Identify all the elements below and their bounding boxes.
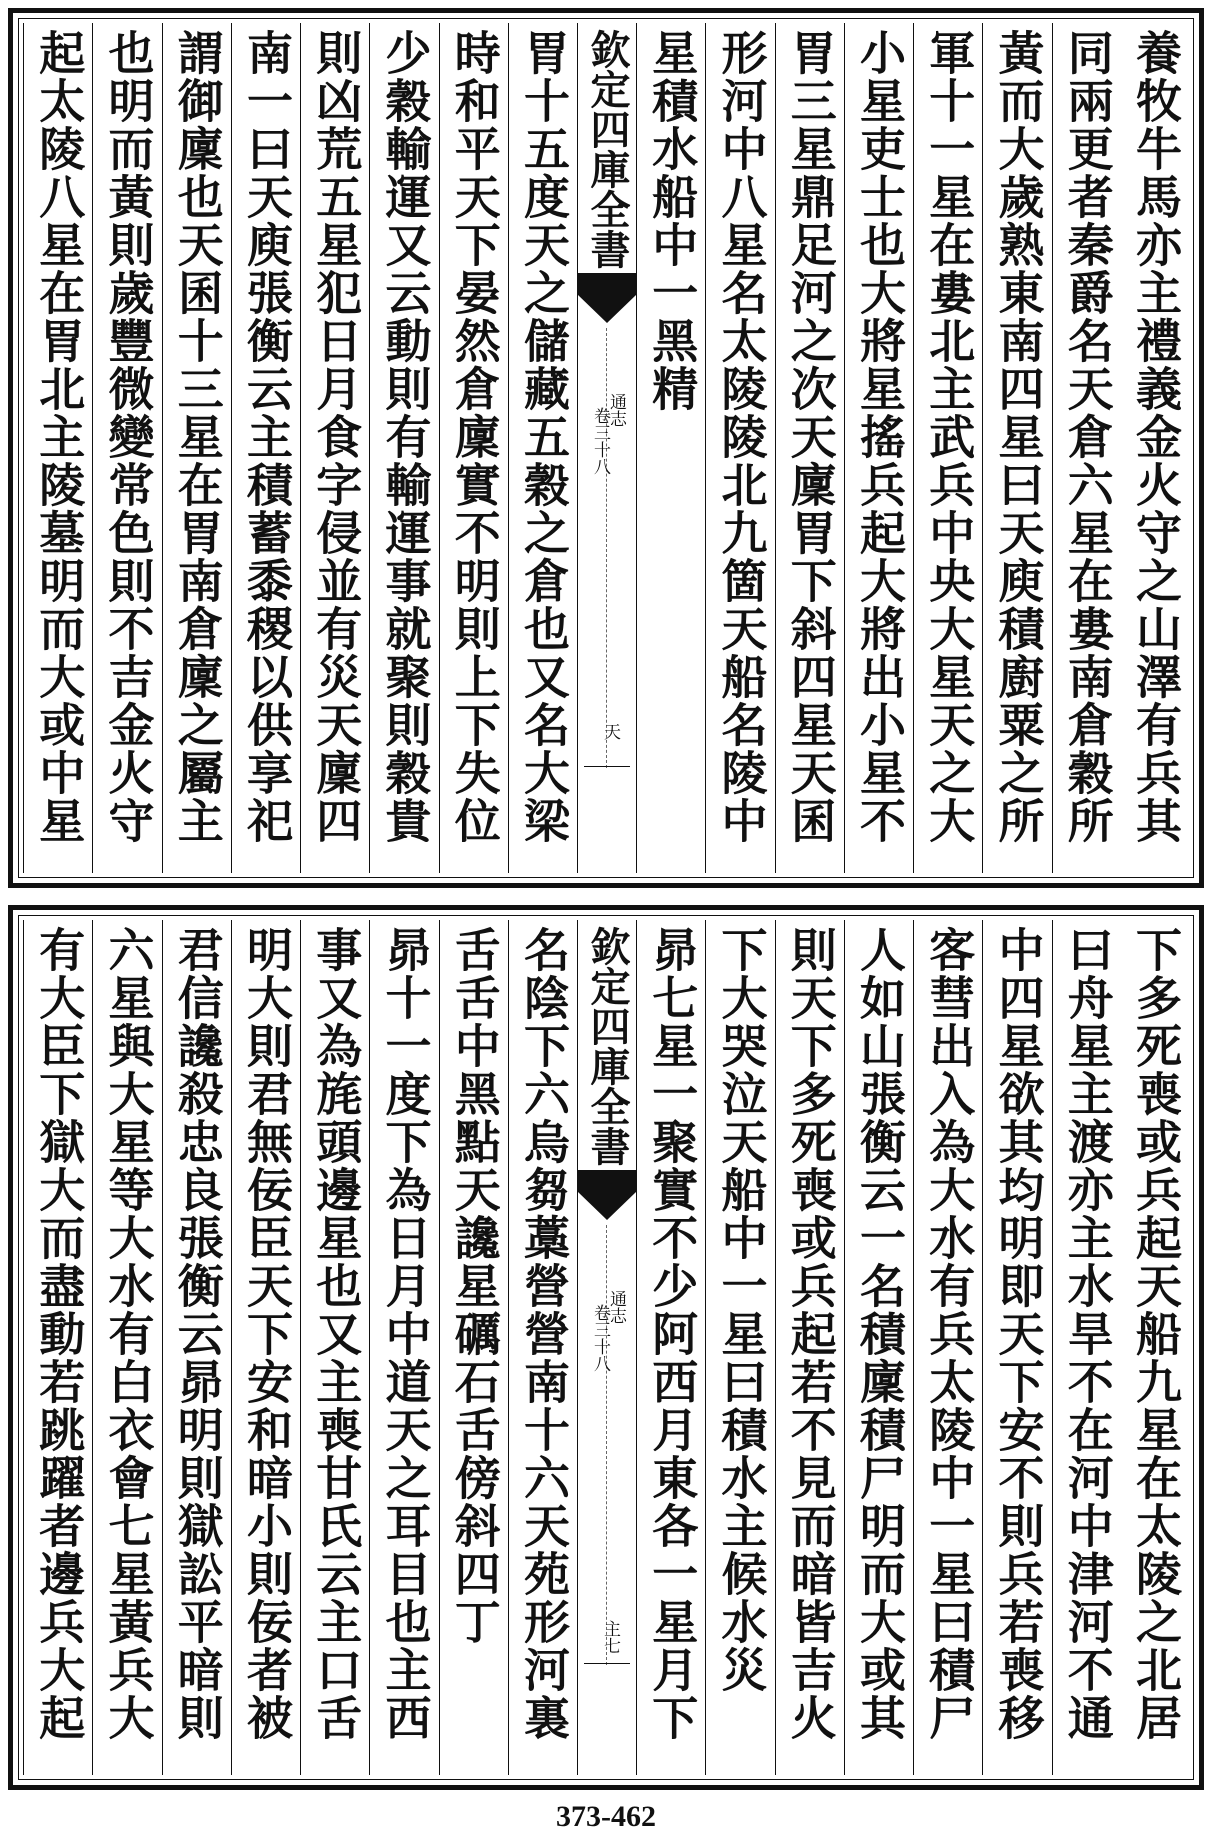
- upper-page: [8, 8, 1204, 888]
- column-text: 六星與大星等大水有白衣會七星黃兵大: [101, 926, 156, 1742]
- volume-label: 卷三十八: [590, 407, 610, 475]
- text-column: [439, 920, 508, 1775]
- fish-tail-icon: [578, 273, 636, 327]
- column-text: 南一曰天庾張衡云主積蓄黍稷以供享祀: [240, 29, 294, 845]
- column-text: 君信讒殺忠良張衡云昴明則獄訟平暗則: [170, 926, 225, 1742]
- column-text: 謂御廩也天囷十三星在胃南倉廩之屬主: [170, 29, 225, 845]
- column-text: 客彗出入為大水有兵太陵中一星曰積尸: [922, 926, 977, 1742]
- text-column: [162, 920, 231, 1775]
- text-column: [636, 920, 705, 1775]
- text-column: [1052, 920, 1121, 1775]
- center-band: [577, 23, 636, 873]
- text-column: [231, 23, 300, 873]
- column-text: 時和平天下晏然倉廩實不明則上下失位: [447, 29, 502, 845]
- center-bottom-rule: [584, 1663, 630, 1664]
- text-column: [439, 23, 508, 873]
- volume-label: 卷三十八: [590, 1304, 610, 1372]
- upper-page-columns: [23, 23, 1189, 873]
- text-column: [162, 23, 231, 873]
- text-column: [705, 23, 774, 873]
- lower-page: [8, 905, 1204, 1790]
- text-column: [982, 920, 1051, 1775]
- column-text: 下大哭泣天船中一星曰積水主候水災: [714, 926, 769, 1694]
- text-column: [369, 23, 438, 873]
- column-text: 事又為旄頭邊星也又主喪甘氏云主口舌: [309, 926, 364, 1742]
- text-column: [775, 23, 844, 873]
- column-text: 小星吏士也大將星搖兵起大將出小星不: [853, 29, 907, 845]
- text-column: [844, 23, 913, 873]
- column-text: 起太陵八星在胃北主陵墓明而大或中星: [32, 29, 87, 845]
- column-text: 也明而黃則歲豐微變常色則不吉金火守: [101, 29, 156, 845]
- folio-number: 主七: [600, 1620, 620, 1654]
- page-number: 373-462: [556, 1800, 656, 1833]
- text-column: [300, 23, 369, 873]
- band-title: 欽定四庫全書: [584, 926, 631, 1166]
- column-text: 則天下多死喪或兵起若不見而暗皆吉火: [783, 926, 838, 1742]
- column-text: 軍十一星在婁北主武兵中央大星天之大: [922, 29, 977, 845]
- text-column: [369, 920, 438, 1775]
- column-text: 人如山張衡云一名積廩積尸明而大或其: [853, 926, 907, 1742]
- text-column: [23, 920, 92, 1775]
- column-text: 形河中八星名太陵陵北九箇天船名陵中: [714, 29, 769, 845]
- folio-number: 天: [600, 723, 620, 740]
- fish-tail-icon: [578, 1170, 636, 1224]
- band-title: 欽定四庫全書: [584, 29, 631, 269]
- column-text: 養牧牛馬亦主禮義金火守之山澤有兵其: [1129, 29, 1183, 845]
- text-column: [508, 920, 577, 1775]
- column-text: 星積水船中一黑精: [645, 29, 700, 413]
- text-column: [844, 920, 913, 1775]
- column-text: 昴十一度下為日月中道天之耳目也主西: [378, 926, 433, 1742]
- text-column: [636, 23, 705, 873]
- book-title: 通志: [606, 1290, 626, 1324]
- text-column: [1121, 920, 1189, 1775]
- column-text: 下多死喪或兵起天船九星在太陵之北居: [1129, 926, 1183, 1742]
- text-column: [231, 920, 300, 1775]
- column-text: 則凶荒五星犯日月食字侵並有災天廩四: [309, 29, 364, 845]
- column-text: 舌舌中黑點天讒星礪石舌傍斜四丁: [447, 926, 502, 1646]
- text-column: [92, 920, 161, 1775]
- column-text: 名陰下六烏芻藁營營南十六天苑形河裏: [517, 926, 571, 1742]
- text-column: [1052, 23, 1121, 873]
- column-text: 中四星欲其均明即天下安不則兵若喪移: [991, 926, 1046, 1742]
- column-text: 少穀輸運又云動則有輸運事就聚則穀貴: [378, 29, 433, 845]
- text-column: [913, 920, 982, 1775]
- text-column: [705, 920, 774, 1775]
- lower-page-columns: [23, 920, 1189, 1775]
- column-text: 昴七星一聚實不少阿西月東各一星月下: [645, 926, 700, 1742]
- book-title: 通志: [606, 393, 626, 427]
- text-column: [508, 23, 577, 873]
- column-text: 黃而大歲熟東南四星曰天庾積廚粟之所: [991, 29, 1046, 845]
- text-column: [913, 23, 982, 873]
- column-text: 胃十五度天之儲藏五穀之倉也又名大梁: [517, 29, 571, 845]
- column-text: 曰舟星主渡亦主水旱不在河中津河不通: [1060, 926, 1115, 1742]
- center-bottom-rule: [584, 766, 630, 767]
- column-text: 胃三星鼎足河之次天廩胃下斜四星天囷: [783, 29, 838, 845]
- text-column: [92, 23, 161, 873]
- text-column: [982, 23, 1051, 873]
- column-text: 同兩更者秦爵名天倉六星在婁南倉穀所: [1060, 29, 1115, 845]
- text-column: [775, 920, 844, 1775]
- text-column: [300, 920, 369, 1775]
- center-band: [577, 920, 636, 1775]
- column-text: 有大臣下獄大而盡動若跳躍者邊兵大起: [32, 926, 87, 1742]
- text-column: [23, 23, 92, 873]
- text-column: [1121, 23, 1189, 873]
- column-text: 明大則君無佞臣天下安和暗小則佞者被: [240, 926, 294, 1742]
